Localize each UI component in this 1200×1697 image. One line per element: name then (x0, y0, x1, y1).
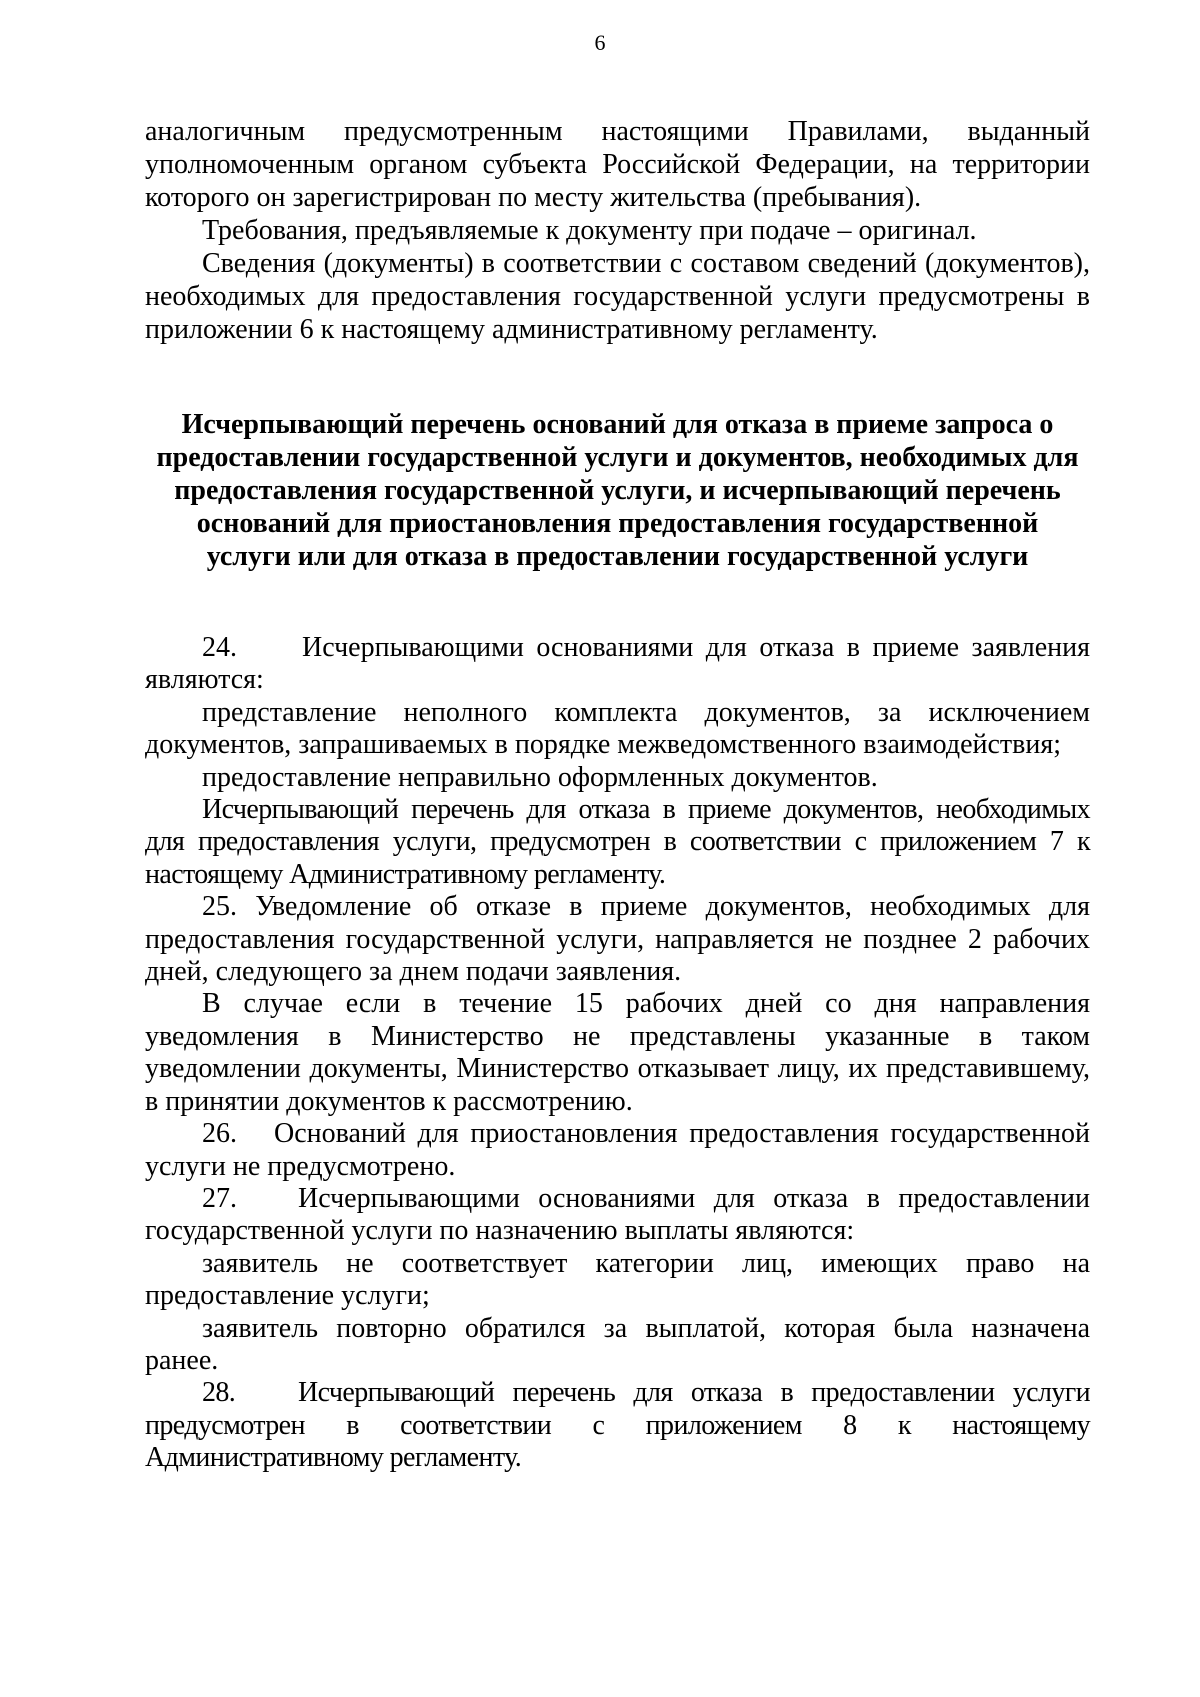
item-25-text: Уведомление об отказе в приеме документов, необходимых для предоставления государственной услуги, направляется не позднее 2 рабочих дней, следующего за днем подачи заявления. (145, 891, 1090, 988)
heading-line-3: предоставления государственной услуги, и исчерпывающий перечень (174, 475, 1061, 506)
item-number-25: 25. (202, 891, 237, 923)
item-26 (145, 1118, 1090, 1183)
item-24-point-b: предоставление неправильно оформленных документов. (202, 761, 878, 793)
item-28 (145, 1377, 1090, 1474)
item-25-note: В случае если в течение 15 рабочих дней со дня направления уведомления в Министерство не представлены указанные в таком уведомлении документы, Министерство отказывает лицу, их представившему, в принятии документов к рассмотрению. (145, 988, 1090, 1117)
item-25 (145, 891, 1090, 988)
heading-line-1: Исчерпывающий перечень оснований для отказа в приеме запроса о (181, 409, 1054, 440)
heading-line-2: предоставлении государственной услуги и документов, необходимых для (156, 442, 1079, 473)
item-number-24: 24. (202, 632, 237, 663)
item-27-point-b: заявитель повторно обратился за выплатой, которая была назначена ранее. (145, 1312, 1090, 1376)
intro-paragraph-3: Сведения (документы) в соответствии с составом сведений (документов), необходимых для предоставления государственной услуги предусмотрены в приложении 6 к настоящему административному регламенту. (145, 248, 1090, 345)
item-24-point-a: представление неполного комплекта документов, за исключением документов, запрашиваемых в порядке межведомственного взаимодействия; (145, 696, 1090, 761)
heading-line-5: услуги или для отказа в предоставлении государственной услуги (206, 541, 1029, 572)
section-heading (145, 408, 1090, 573)
item-number-27: 27. (202, 1182, 237, 1214)
item-24-text: Исчерпывающими основаниями для отказа в приеме заявления являются: (145, 632, 1090, 696)
item-27-point-a: заявитель не соответствует категории лиц, имеющих право на предоставление услуги; (145, 1247, 1090, 1312)
item-24-note: Исчерпывающий перечень для отказа в приеме документов, необходимых для предоставления услуги, предусмотрен в соответствии с приложением 7 к настоящему Административному регламенту. (145, 794, 1090, 890)
body-section (145, 632, 1090, 1475)
item-number-26: 26. (202, 1118, 237, 1150)
item-26-text: Оснований для приостановления предоставления государственной услуги не предусмотрено. (145, 1118, 1090, 1182)
item-28-text: Исчерпывающий перечень для отказа в предоставлении услуги предусмотрен в соответствии с приложением 8 к настоящему Административному регламенту. (145, 1377, 1090, 1474)
intro-paragraph-2: Требования, предъявляемые к документу при подаче – оригинал. (202, 215, 977, 246)
page-number: 6 (594, 30, 606, 55)
item-number-28: 28. (202, 1377, 236, 1409)
intro-paragraph-1: аналогичным предусмотренным настоящими Правилами, выданный уполномоченным органом субъекта Российской Федерации, на территории которого он зарегистрирован по месту жительства (пребывания). (145, 116, 1090, 213)
item-27 (145, 1183, 1090, 1248)
heading-line-4: оснований для приостановления предоставления государственной (196, 508, 1039, 539)
item-27-text: Исчерпывающими основаниями для отказа в предоставлении государственной услуги по назначению выплаты являются: (145, 1182, 1090, 1247)
intro-section (145, 115, 1090, 346)
item-24 (145, 632, 1090, 697)
